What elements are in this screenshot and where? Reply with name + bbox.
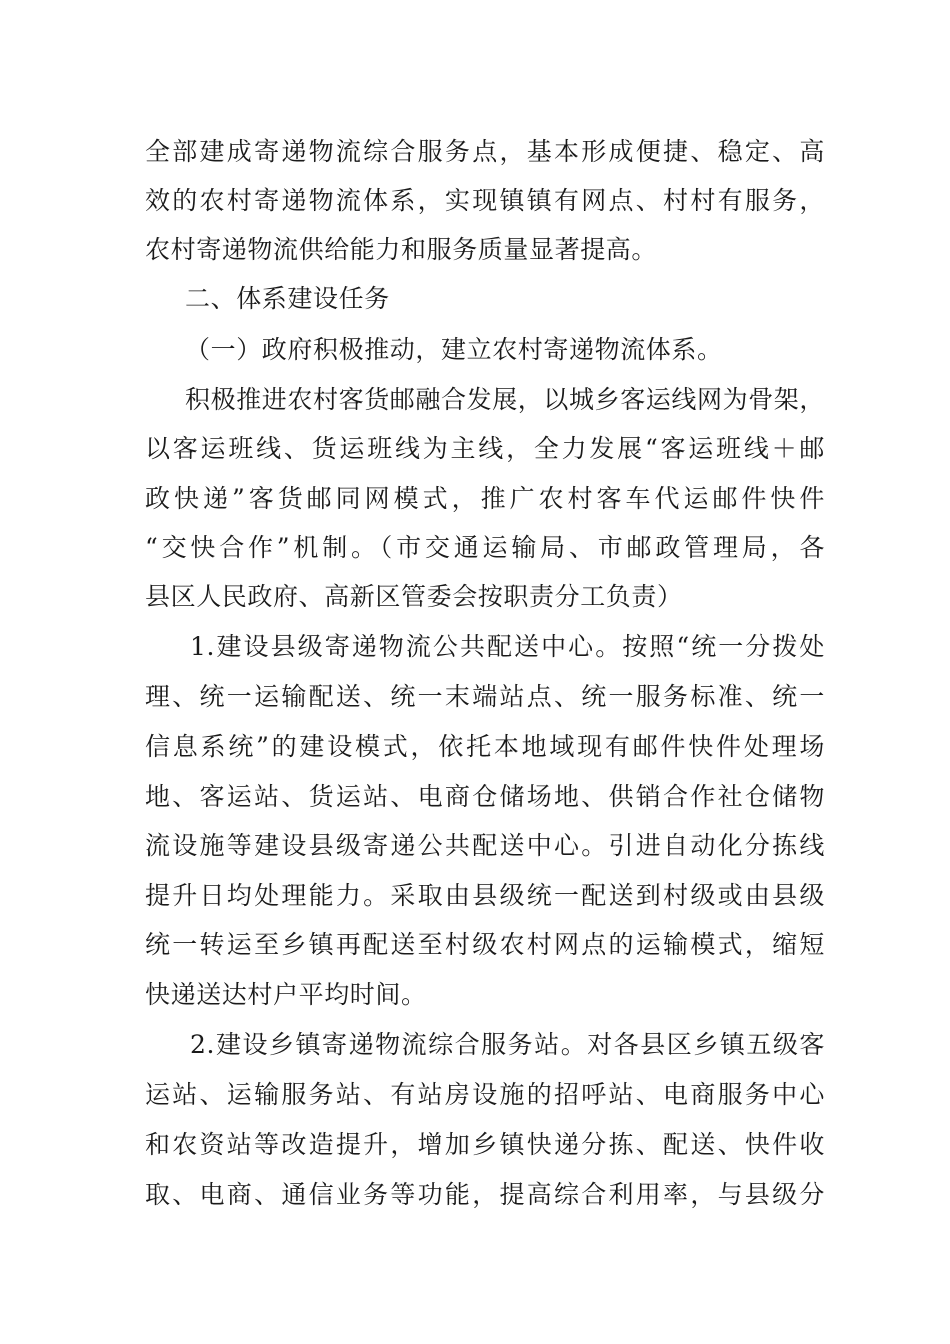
item-1-heading: 1.建设县级寄递物流公共配送中心。按照“统一分拨处 (190, 632, 825, 661)
text-line-18: 快递送达村户平均时间。 (145, 980, 427, 1009)
text-line-22: 取、电商、通信业务等功能，提高综合利用率，与县级分 (145, 1180, 825, 1209)
text-line-13: 信息系统”的建设模式，依托本地域现有邮件快件处理场 (145, 732, 825, 761)
text-line-7: 以客运班线、货运班线为主线，全力发展“客运班线＋邮 (145, 434, 825, 463)
item-2-heading: 2.建设乡镇寄递物流综合服务站。对各县区乡镇五级客 (190, 1030, 825, 1059)
text-line-9: “交快合作”机制。（市交通运输局、市邮政管理局，各 (145, 533, 825, 562)
text-line-6: 积极推进农村客货邮融合发展，以城乡客运线网为骨架， (185, 385, 825, 414)
text-line-12: 理、统一运输配送、统一末端站点、统一服务标准、统一 (145, 682, 825, 711)
text-line-16: 提升日均处理能力。采取由县级统一配送到村级或由县级 (145, 881, 825, 910)
text-line-10: 县区人民政府、高新区管委会按职责分工负责） (145, 582, 683, 611)
text-line-3: 农村寄递物流供给能力和服务质量显著提高。 (145, 235, 658, 264)
text-line-8: 政快递”客货邮同网模式，推广农村客车代运邮件快件 (145, 484, 825, 513)
section-heading: 二、体系建设任务 (185, 284, 390, 313)
text-line-17: 统一转运至乡镇再配送至村级农村网点的运输模式，缩短 (145, 930, 825, 959)
text-line-15: 流设施等建设县级寄递公共配送中心。引进自动化分拣线 (145, 831, 825, 860)
text-line-14: 地、客运站、货运站、电商仓储场地、供销合作社仓储物 (145, 782, 825, 811)
subsection-heading: （一）政府积极推动，建立农村寄递物流体系。 (185, 335, 723, 364)
text-line-2: 效的农村寄递物流体系，实现镇镇有网点、村村有服务， (145, 186, 825, 215)
text-line-1: 全部建成寄递物流综合服务点，基本形成便捷、稳定、高 (145, 137, 825, 166)
text-line-21: 和农资站等改造提升，增加乡镇快递分拣、配送、快件收 (145, 1130, 825, 1159)
text-line-20: 运站、运输服务站、有站房设施的招呼站、电商服务中心 (145, 1080, 825, 1109)
